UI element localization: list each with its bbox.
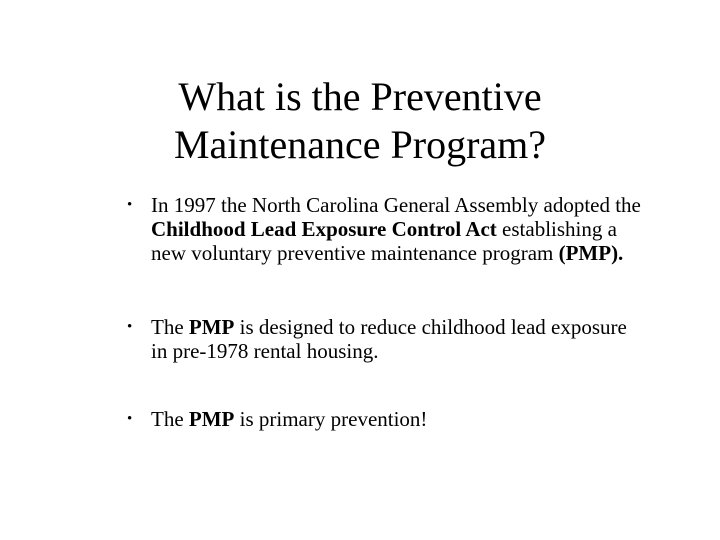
bullet-3-text-b: is primary prevention! — [234, 407, 428, 431]
bullet-1-text-b: establishing a new voluntary preventive maintenance program — [151, 217, 617, 265]
title-line-1: What is the Preventive — [178, 73, 542, 119]
slide-title — [60, 73, 660, 169]
bullet-2-bold-pmp: PMP — [188, 315, 235, 339]
bullet-2-text-b: is designed to reduce childhood lead exposure in pre-1978 rental housing. — [151, 315, 627, 363]
bullet-1-bold-pmp: (PMP). — [558, 241, 624, 265]
bullet-item-2 — [127, 315, 647, 363]
bullet-3-bold-pmp: PMP — [188, 407, 235, 431]
bullet-1-bold-act: Childhood Lead Exposure Control Act — [151, 217, 497, 241]
bullet-item-3 — [127, 407, 647, 431]
bullet-dot-icon: • — [127, 411, 133, 427]
bullet-2-text-a: The — [151, 315, 189, 339]
title-line-2: Maintenance Program? — [173, 121, 547, 167]
bullet-list — [127, 193, 647, 431]
bullet-dot-icon: • — [127, 197, 133, 213]
bullet-3-text-a: The — [151, 407, 189, 431]
bullet-1-text-a: In 1997 the North Carolina General Assembly adopted the — [151, 193, 641, 217]
bullet-dot-icon: • — [127, 319, 133, 335]
bullet-item-1 — [127, 193, 647, 265]
